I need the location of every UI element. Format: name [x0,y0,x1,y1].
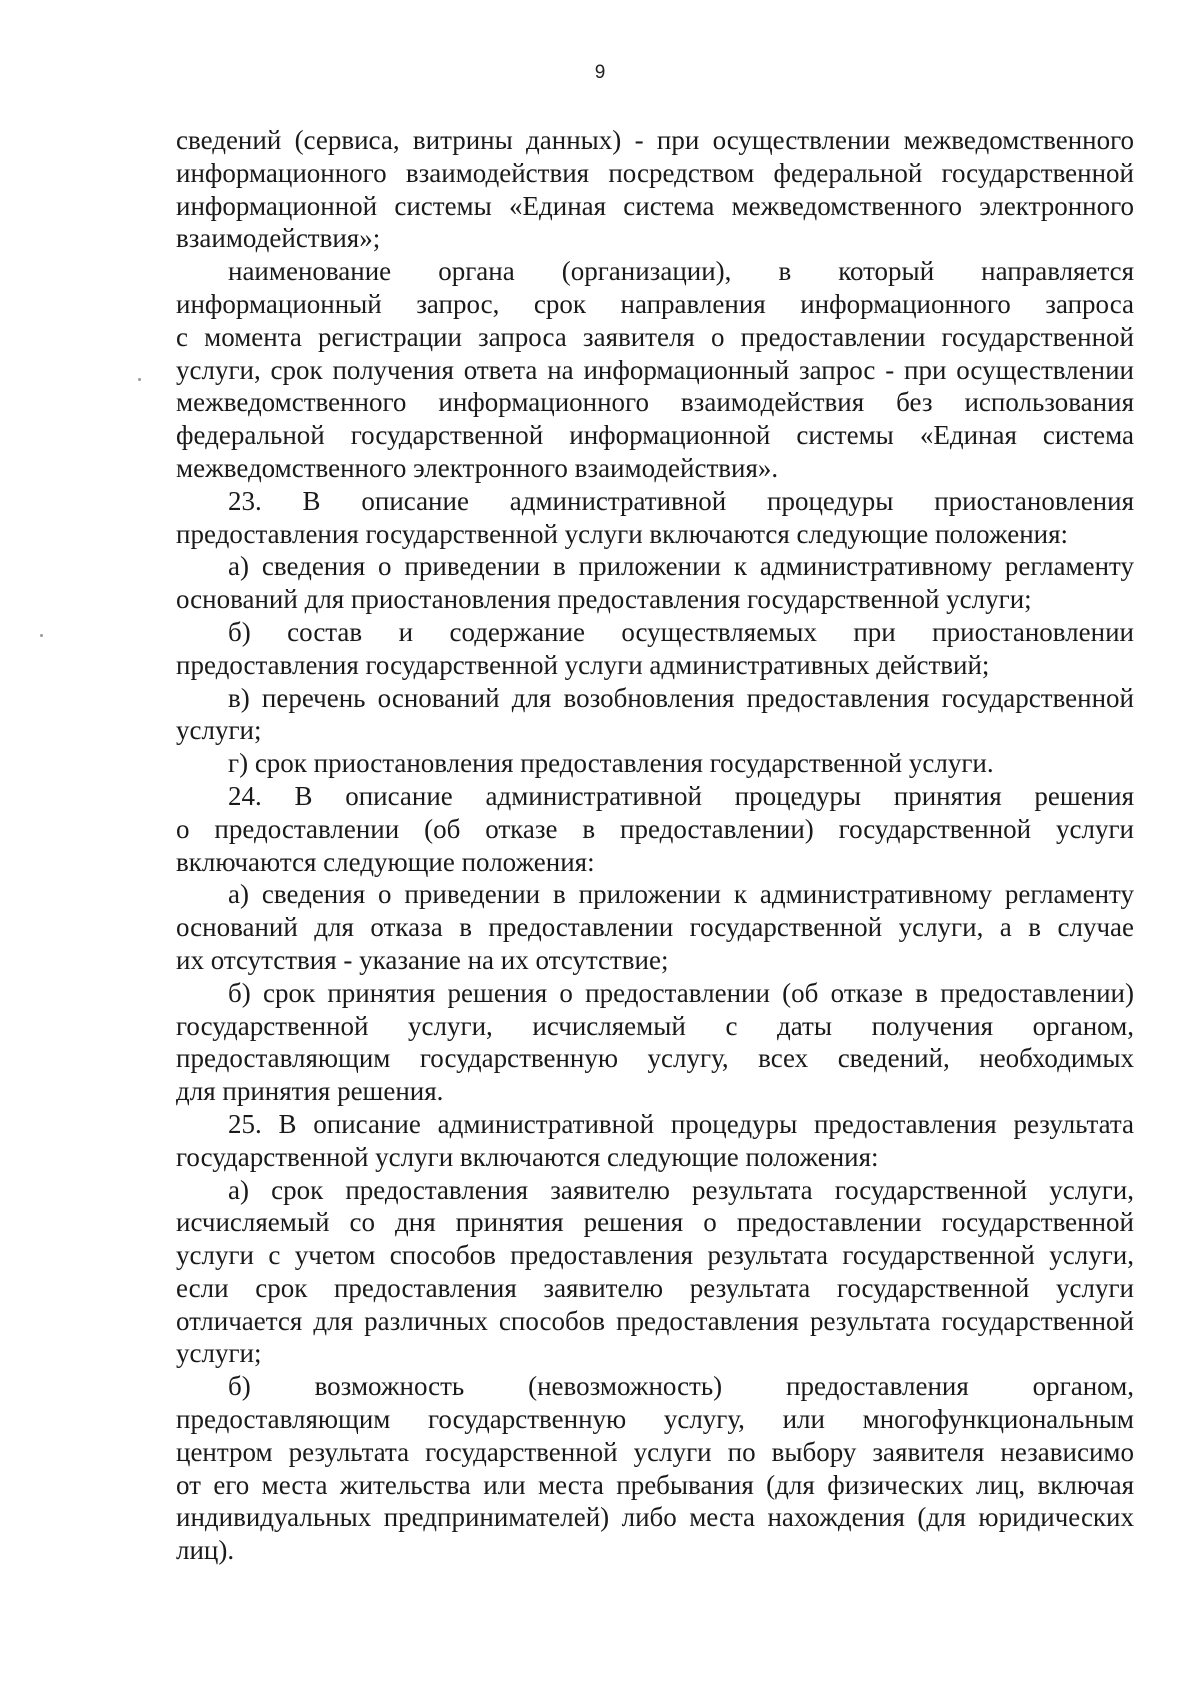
text-line: предоставляющим государственную услугу, или многофункциональным [176,1404,1134,1435]
text-line: в) перечень оснований для возобновления предоставления государственной [228,682,1134,713]
paragraph [176,1174,1134,1371]
text-line: 24. В описание административной процедуры принятия решения [228,780,1134,811]
text-line: включаются следующие положения: [176,846,595,877]
text-line: от его места жительства или места пребывания (для физических лиц, включая [176,1469,1134,1500]
paragraph [176,780,1134,878]
text-line: межведомственного информационного взаимодействия без использования [176,387,1134,418]
text-line: если срок предоставления заявителю результата государственной услуги [176,1272,1134,1303]
text-line: индивидуальных предпринимателей) либо места нахождения (для юридических [176,1502,1134,1533]
text-line: б) срок принятия решения о предоставлении (об отказе в предоставлении) [228,977,1134,1008]
document-body [176,124,1134,1567]
text-line: а) сведения о приведении в приложении к административному регламенту [228,879,1134,910]
text-line: услуги с учетом способов предоставления результата государственной услуги, [176,1240,1134,1271]
paragraph [176,1370,1134,1567]
text-line: услуги, срок получения ответа на информационный запрос - при осуществлении [176,354,1134,385]
text-line: оснований для отказа в предоставлении государственной услуги, а в случае [176,912,1134,943]
text-line: для принятия решения. [176,1076,444,1107]
scan-artifact-dot [138,378,141,381]
text-line: оснований для приостановления предоставления государственной услуги; [176,584,1032,615]
paragraph [176,1108,1134,1174]
paragraph [176,977,1134,1108]
text-line: 25. В описание административной процедуры предоставления результата [228,1108,1134,1139]
text-line: центром результата государственной услуги по выбору заявителя независимо [176,1436,1134,1467]
text-line: отличается для различных способов предоставления результата государственной [176,1305,1134,1336]
paragraph [176,255,1134,485]
text-line: а) сведения о приведении в приложении к административному регламенту [228,551,1134,582]
paragraph [176,682,1134,748]
text-line: информационного взаимодействия посредством федеральной государственной [176,157,1134,188]
text-line: услуги; [176,1338,262,1369]
paragraph [176,747,1134,780]
paragraph [176,616,1134,682]
text-line: услуги; [176,715,262,746]
text-line: лиц). [176,1535,235,1566]
text-line: о предоставлении (об отказе в предоставлении) государственной услуги [176,813,1134,844]
paragraph [176,550,1134,616]
text-line: предоставляющим государственную услугу, всех сведений, необходимых [176,1043,1134,1074]
text-line: федеральной государственной информационной системы «Единая система [176,420,1134,451]
text-line: б) состав и содержание осуществляемых при приостановлении [228,616,1134,647]
text-line: а) срок предоставления заявителю результата государственной услуги, [228,1174,1134,1205]
text-line: межведомственного электронного взаимодействия». [176,452,779,483]
text-line: 23. В описание административной процедуры приостановления [228,485,1134,516]
scan-artifact-dot [40,634,43,637]
text-line: наименование органа (организации), в который направляется [228,256,1134,287]
text-line: предоставления государственной услуги административных действий; [176,649,990,680]
text-line: с момента регистрации запроса заявителя о предоставлении государственной [176,321,1134,352]
paragraph [176,878,1134,976]
text-line: их отсутствия - указание на их отсутствие; [176,944,669,975]
text-line: исчисляемый со дня принятия решения о предоставлении государственной [176,1207,1134,1238]
text-line: г) срок приостановления предоставления государственной услуги. [228,748,994,779]
text-line: государственной услуги, исчисляемый с даты получения органом, [176,1010,1134,1041]
text-line: взаимодействия»; [176,223,381,254]
paragraph [176,485,1134,551]
text-line: сведений (сервиса, витрины данных) - при осуществлении межведомственного [176,125,1134,155]
text-line: информационной системы «Единая система межведомственного электронного [176,190,1134,221]
text-line: б) возможность (невозможность) предоставления органом, [228,1371,1134,1402]
text-line: государственной услуги включаются следующие положения: [176,1141,879,1172]
paragraph [176,124,1134,255]
text-line: информационный запрос, срок направления информационного запроса [176,288,1134,319]
page-number: 9 [594,62,606,83]
text-line: предоставления государственной услуги включаются следующие положения: [176,518,1069,549]
